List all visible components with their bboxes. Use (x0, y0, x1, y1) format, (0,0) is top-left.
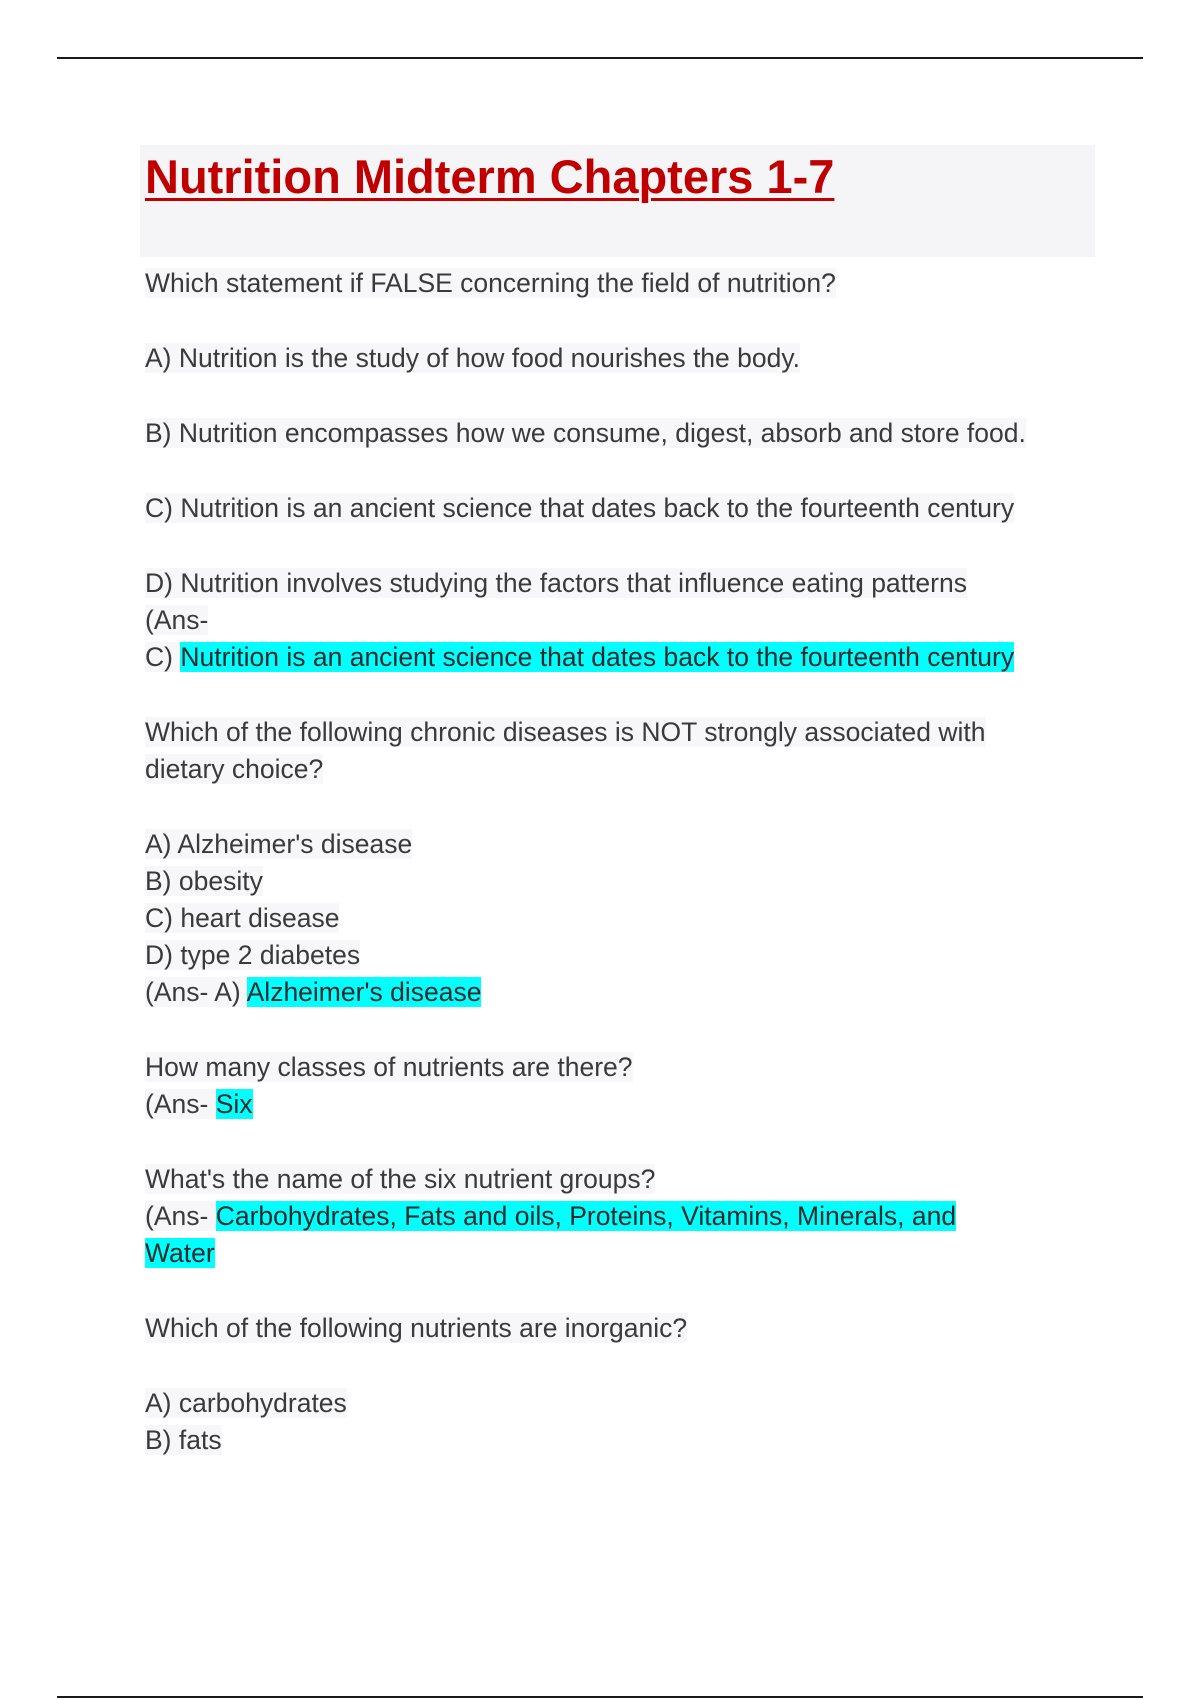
question-text-line-1: Which of the following chronic diseases is NOT strongly associated with (145, 717, 986, 747)
document-body (145, 145, 1095, 1459)
answer-prefix: (Ans- (145, 1089, 216, 1119)
question-5 (145, 1310, 1095, 1459)
option-a: A) Alzheimer's disease (145, 829, 413, 859)
answer-prefix: (Ans- A) (145, 977, 247, 1007)
question-1 (145, 265, 1095, 676)
option-b: B) fats (145, 1425, 222, 1455)
title-band (140, 145, 1095, 257)
question-text: Which of the following nutrients are inorganic? (145, 1313, 688, 1343)
answer-highlight: Six (215, 1089, 253, 1119)
option-a: A) carbohydrates (145, 1388, 347, 1418)
option-c: C) heart disease (145, 903, 340, 933)
question-text: Which statement if FALSE concerning the field of nutrition? (145, 268, 836, 298)
question-2 (145, 714, 1095, 1011)
option-c: C) Nutrition is an ancient science that dates back to the fourteenth century (145, 493, 1015, 523)
answer-letter: C) (145, 642, 181, 672)
question-4 (145, 1161, 1095, 1272)
option-d: D) Nutrition involves studying the factors that influence eating patterns (145, 568, 967, 598)
header-rule (57, 57, 1143, 59)
question-text-line-2: dietary choice? (145, 754, 324, 784)
answer-highlight: Alzheimer's disease (246, 977, 482, 1007)
option-d: D) type 2 diabetes (145, 940, 361, 970)
question-text: What's the name of the six nutrient groups? (145, 1164, 656, 1194)
option-a: A) Nutrition is the study of how food nourishes the body. (145, 343, 801, 373)
answer-highlight-line-1: Carbohydrates, Fats and oils, Proteins, Vitamins, Minerals, and (215, 1201, 957, 1231)
question-3 (145, 1049, 1095, 1123)
answer-highlight-line-2: Water (145, 1238, 215, 1268)
answer-highlight: Nutrition is an ancient science that dates back to the fourteenth century (180, 642, 1015, 672)
answer-prefix: (Ans- (145, 1201, 216, 1231)
question-text: How many classes of nutrients are there? (145, 1052, 633, 1082)
footer-rule (57, 1696, 1143, 1698)
option-b: B) obesity (145, 866, 263, 896)
option-b: B) Nutrition encompasses how we consume, digest, absorb and store food. (145, 418, 1026, 448)
answer-prefix: (Ans- (145, 605, 209, 635)
page-title: Nutrition Midterm Chapters 1-7 (145, 150, 835, 203)
